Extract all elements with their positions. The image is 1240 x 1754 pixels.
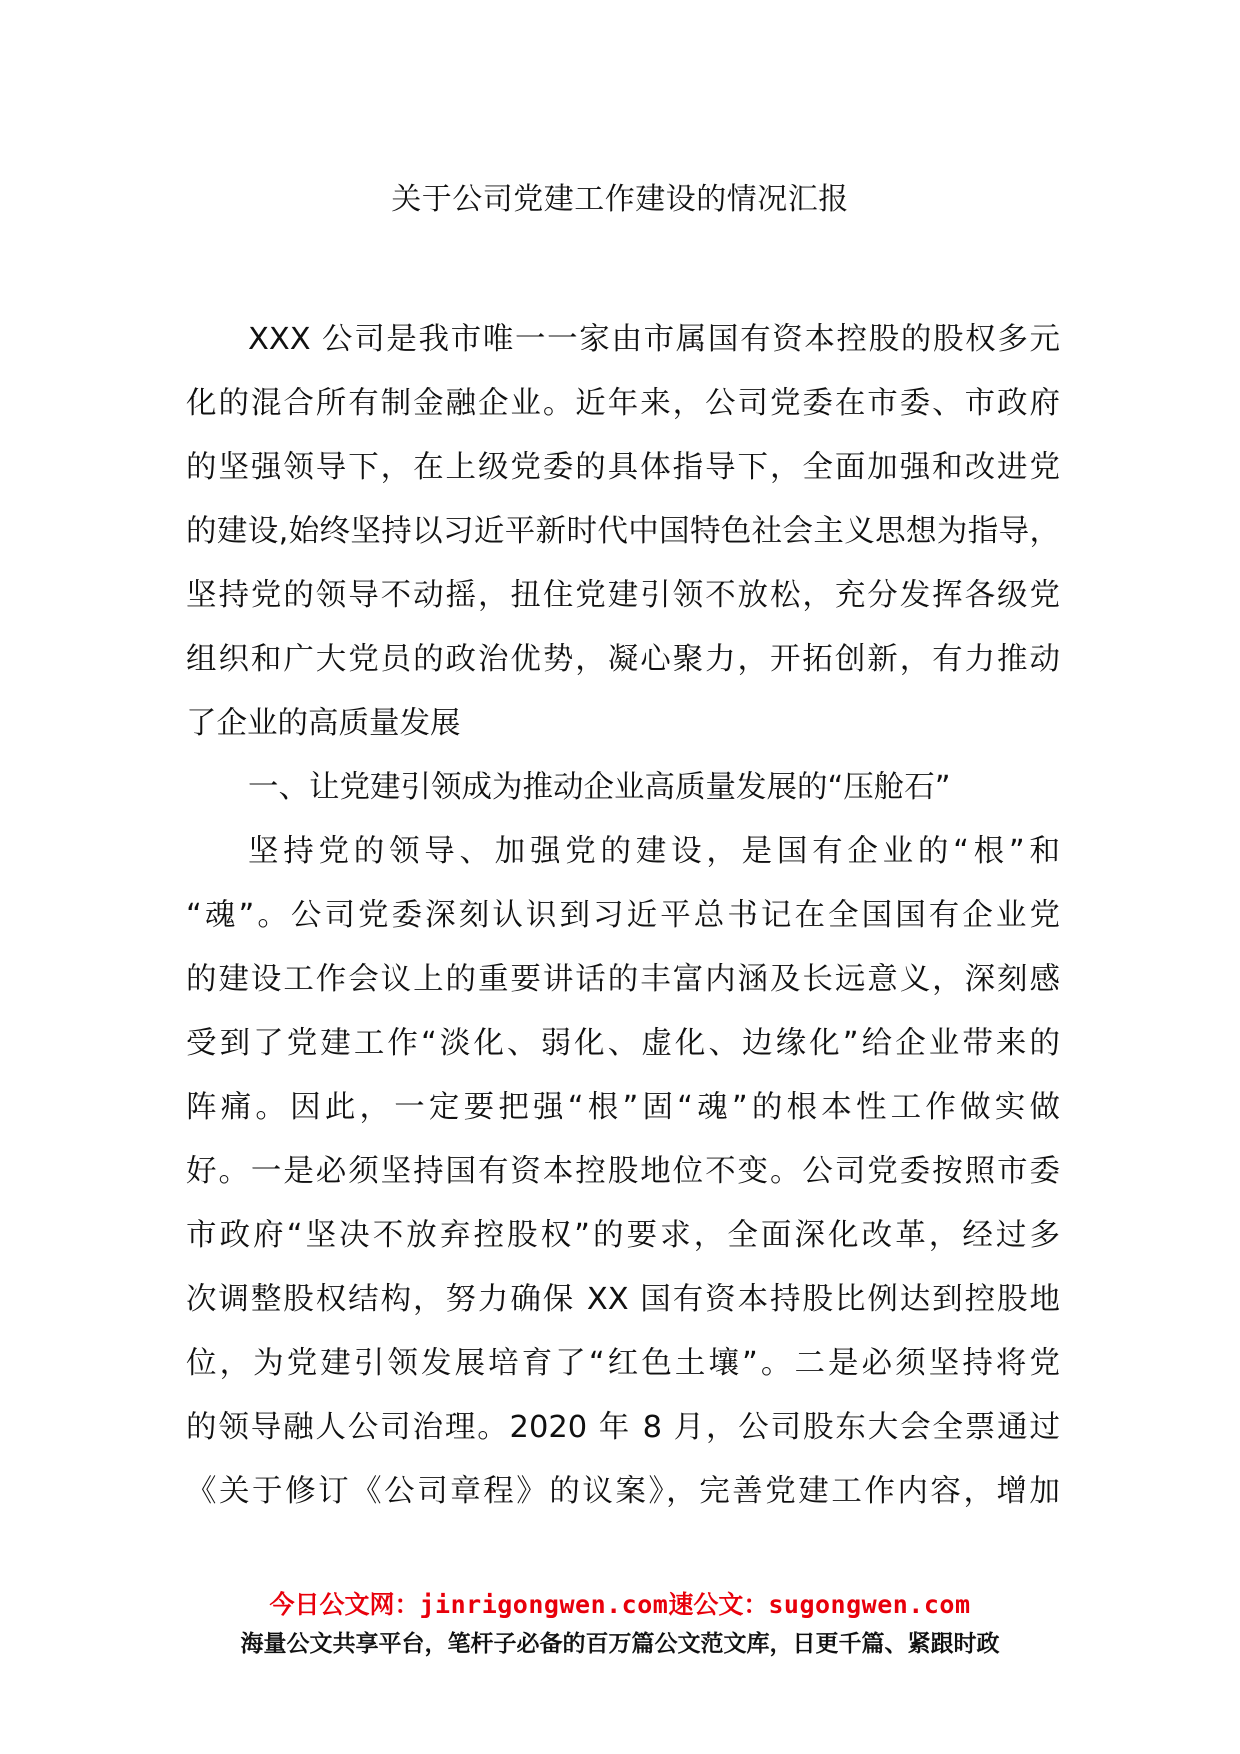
paragraph-1-line: 的坚强领导下，在上级党委的具体指导下，全面加强和改进党 [186,450,1060,485]
site2-label: 速公文： [668,1590,769,1619]
footer-slogan: 海量公文共享平台，笔杆子必备的百万篇公文范文库，日更千篇、紧跟时政 [240,1631,1000,1657]
footer-sites [0,1588,1240,1622]
paragraph-1-line: 组织和广大党员的政治优势，凝心聚力，开拓创新，有力推动 [186,642,1060,677]
paragraph-2-line: 市政府“坚决不放弃控股权”的要求，全面深化改革，经过多 [186,1218,1060,1253]
paragraph-2-line: 《关于修订《公司章程》的议案》，完善党建工作内容，增加 [186,1474,1060,1509]
document-title: 关于公司党建工作建设的情况汇报 [391,182,849,217]
paragraph-2-line: 坚持党的领导、加强党的建设，是国有企业的“根”和 [248,834,1060,869]
site1-label: 今日公文网： [269,1590,420,1619]
paragraph-1-line: XXX 公司是我市唯一一家由市属国有资本控股的股权多元 [248,322,1060,357]
paragraph-1-line: 坚持党的领导不动摇，扭住党建引领不放松，充分发挥各级党 [186,578,1060,613]
paragraph-2-line: 次调整股权结构，努力确保 XX 国有资本持股比例达到控股地 [186,1282,1060,1317]
watermark-footer [0,1588,1240,1660]
paragraph-2-line: 的建设工作会议上的重要讲话的丰富内涵及长远意义，深刻感 [186,962,1060,997]
paragraph-2-line: 阵痛。因此，一定要把强“根”固“魂”的根本性工作做实做 [186,1090,1060,1125]
paragraph-2-line: 受到了党建工作“淡化、弱化、虚化、边缘化”给企业带来的 [186,1026,1060,1061]
paragraph-1-line: 化的混合所有制金融企业。近年来，公司党委在市委、市政府 [186,386,1060,421]
paragraph-2-line: 的领导融人公司治理。2020 年 8 月，公司股东大会全票通过 [186,1410,1060,1445]
paragraph-2-line: “魂”。公司党委深刻认识到习近平总书记在全国国有企业党 [186,898,1060,933]
document-body [186,308,1060,1524]
paragraph-2-line: 好。一是必须坚持国有资本控股地位不变。公司党委按照市委 [186,1154,1060,1189]
section-heading: 一、让党建引领成为推动企业高质量发展的“压舱石” [248,770,951,805]
paragraph-1-line: 了企业的高质量发展 [186,706,461,741]
paragraph-1-line: 的建设,始终坚持以习近平新时代中国特色社会主义思想为指导， [186,514,1060,549]
site1-link[interactable]: jinrigongwen.com [419,1590,669,1619]
paragraph-2-line: 位，为党建引领发展培育了“红色土壤”。二是必须坚持将党 [186,1346,1060,1381]
site2-link[interactable]: sugongwen.com [768,1590,971,1619]
